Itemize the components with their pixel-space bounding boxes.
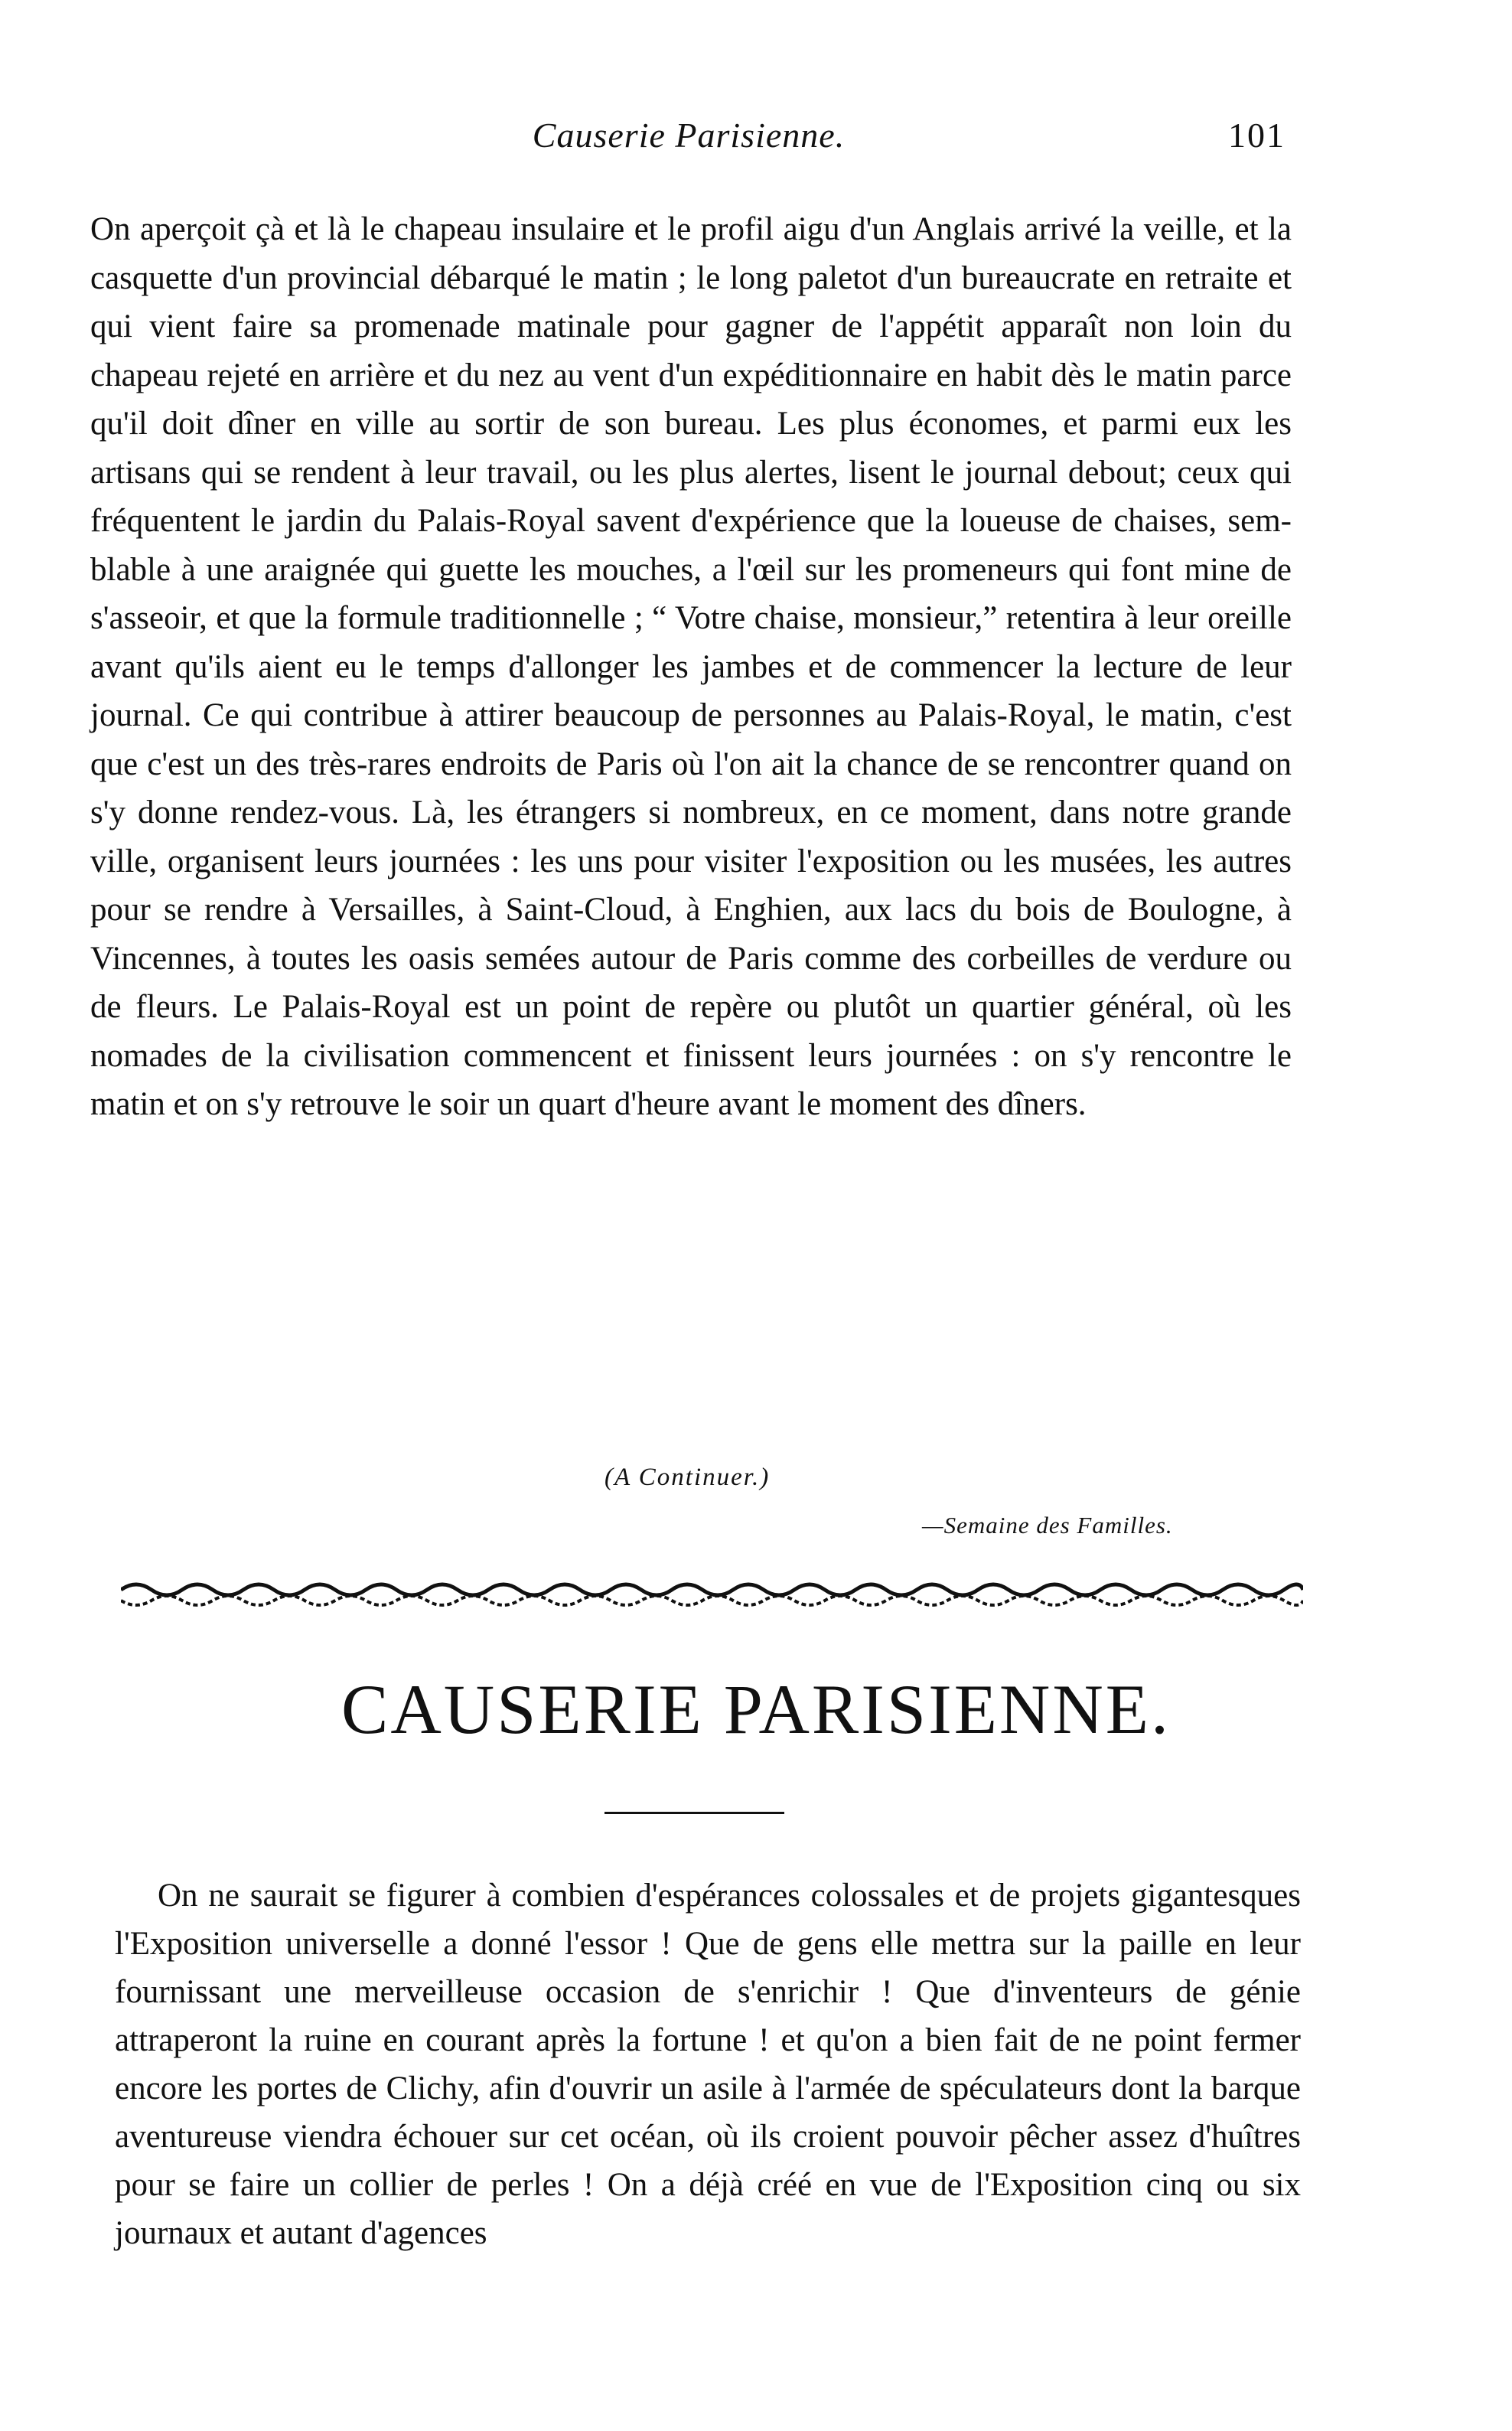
running-head (92, 115, 1286, 168)
wavy-divider-rule (121, 1573, 1303, 1619)
section-body (115, 1871, 1301, 2257)
page-number: 101 (1228, 116, 1286, 155)
continue-note: (A Continuer.) (604, 1463, 771, 1491)
running-title: Causerie Parisienne. (532, 116, 846, 155)
section-paragraph: On ne saurait se figurer à combien d'espérances colossales et de projets gigantesques l'Exposition universelle a donné l'essor ! Que de gens elle mettra sur la paille en leur fournissant une merveilleuse occasion de s'enrichir ! Que d'inventeurs de génie attraperont la ruine en courant après la fortune ! et qu'on a bien fait de ne point fermer encore les portes de Clichy, afin d'ouvrir un asile à l'armée de spéculateurs dont la barque aventureuse viendra échouer sur cet océan, où ils croient pouvoir pêcher assez d'huîtres pour se faire un collier de perles ! On a déjà créé en vue de l'Exposition cinq ou six journaux et autant d'agences (115, 1878, 1301, 2251)
article-body (90, 205, 1292, 1129)
article-paragraph: On aperçoit çà et là le chapeau insulaire et le profil aigu d'un Anglais arrivé la veille, et la casquette d'un provincial débarqué le matin ; le long paletot d'un bureaucrate en retraite et qui vient faire sa promenade matinale pour gagner de l'appétit apparaît non loin du chapeau rejeté en arrière et du nez au vent d'un expéditionnaire en habit dès le matin parce qu'il doit dîner en ville au sortir de son bureau. Les plus économes, et parmi eux les artisans qui se rendent à leur travail, ou les plus alertes, lisent le journal debout; ceux qui fréquentent le jardin du Palais-Royal savent d'expérience que la loueuse de chaises, semblable à une araignée qui guette les mouches, a l'œil sur les promeneurs qui font mine de s'asseoir, et que la formule traditionnelle ; “ Votre chaise, monsieur,” retentira à leur oreille avant qu'ils aient eu le temps d'allonger les jambes et de commencer la lecture de leur journal. Ce qui contribue à attirer beaucoup de personnes au Palais-Royal, le matin, c'est que c'est un des très-rares endroits de Paris où l'on ait la chance de se rencontrer quand on s'y donne rendez-vous. Là, les étrangers si nombreux, en ce moment, dans notre grande ville, organisent leurs journées : les uns pour visiter l'exposition ou les musées, les autres pour se rendre à Versailles, à Saint-Cloud, à Enghien, aux lacs du bois de Boulogne, à Vincennes, à toutes les oasis semées autour de Paris comme des corbeilles de verdure ou de fleurs. Le Palais-Royal est un point de repère ou plutôt un quartier général, où les nomades de la civilisation commencent et finissent leurs journées : on s'y rencontre le matin et on s'y retrouve le soir un quart d'heure avant le moment des dîners. (90, 211, 1292, 1122)
source-attribution: —Semaine des Familles. (922, 1512, 1173, 1539)
section-title: CAUSERIE PARISIENNE. (341, 1670, 1171, 1748)
title-underline-rule (604, 1812, 784, 1814)
